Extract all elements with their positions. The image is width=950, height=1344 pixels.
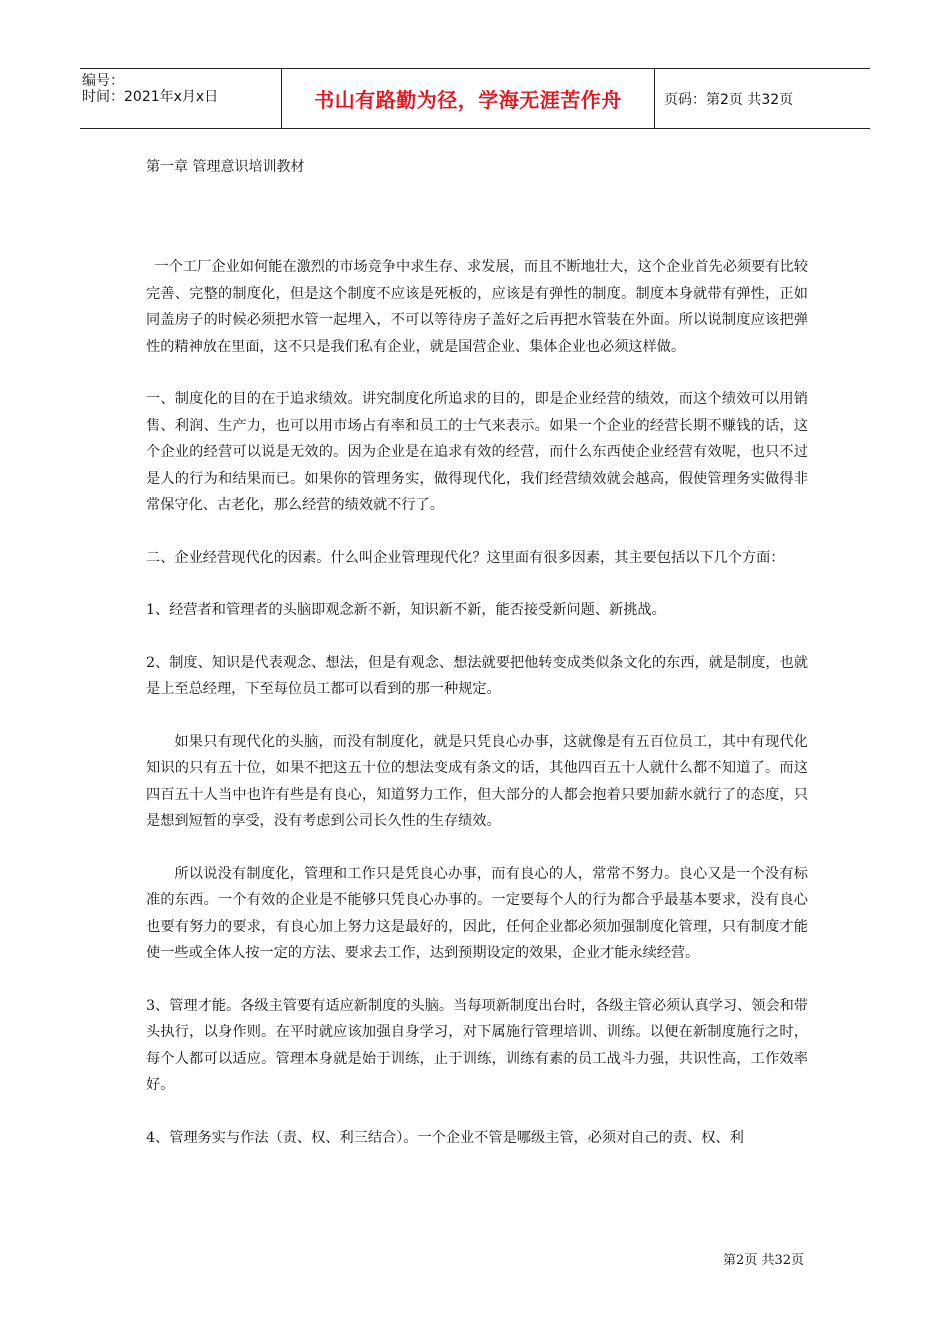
paragraph-explanation-2: 所以说没有制度化，管理和工作只是凭良心办事，而有良心的人，常常不努力。良心又是一个没有标准的东西。一个有效的企业是不能够只凭良心办事的。一定要每个人的行为都合乎最基本要求，没有良心也要有努力的要求，有良心加上努力这是最好的，因此，任何企业都必须加强制度化管理，只有制度才能使一些或全体人按一定的方法、要求去工作，达到预期设定的效果，企业才能永续经营。 bbox=[146, 865, 808, 961]
header-table bbox=[80, 68, 870, 129]
paragraph-item-1: 1、经营者和管理者的头脑即观念新不新，知识新不新，能否接受新问题、新挑战。 bbox=[146, 602, 666, 618]
paragraph-item-4: 4、管理务实与作法（责、权、利三结合）。一个企业不管是哪级主管，必须对自己的责、权、利 bbox=[146, 1129, 744, 1146]
page-footer: 第2页 共32页 bbox=[723, 1253, 804, 1268]
chapter-title: 第一章 管理意识培训教材 bbox=[146, 159, 305, 175]
paragraph-intro: 一个工厂企业如何能在激烈的市场竞争中求生存、求发展，而且不断地壮大，这个企业首先必须要有比较完善、完整的制度化，但是这个制度不应该是死板的，应该是有弹性的制度。制度本身就带有弹性，正如同盖房子的时候必须把水管一起埋入，不可以等待房子盖好之后再把水管装在外面。所以说制度应该把弹性的精神放在里面，这不只是我们私有企业，就是国营企业、集体企业也必须这样做。 bbox=[146, 259, 808, 355]
paragraph-section-2: 二、企业经营现代化的因素。什么叫企业管理现代化？这里面有很多因素，其主要包括以下几个方面： bbox=[146, 549, 785, 566]
paragraph-item-2: 2、制度、知识是代表观念、想法，但是有观念、想法就要把他转变成类似条文化的东西，就是制度，也就是上至总经理，下至每位员工都可以看到的那一种规定。 bbox=[146, 654, 808, 697]
paragraph-explanation-1: 如果只有现代化的头脑，而没有制度化，就是只凭良心办事，这就像是有五百位员工，其中有现代化知识的只有五十位，如果不把这五十位的想法变成有条文的话，其他四百五十人就什么都不知道了。而这四百五十人当中也许有些是有良心，知道努力工作，但大部分的人都会抱着只要加薪水就行了的态度，只是想到短暂的享受，没有考虑到公司长久性的生存绩效。 bbox=[146, 733, 808, 829]
header-meta bbox=[80, 69, 282, 128]
paragraph-section-1: 一、制度化的目的在于追求绩效。讲究制度化所追求的目的，即是企业经营的绩效，而这个绩效可以用销售、利润、生产力，也可以用市场占有率和员工的士气来表示。如果一个企业的经营长期不赚钱的话，这个企业的经营可以说是无效的。因为企业是在追求有效的经营，而什么东西使企业经营有效呢，也只不过是人的行为和结果而已。如果你的管理务实，做得现代化，我们经营绩效就会越高，假使管理务实做得非常保守化、古老化，那么经营的绩效就不行了。 bbox=[146, 391, 808, 513]
paragraph-item-3: 3、管理才能。各级主管要有适应新制度的头脑。当每项新制度出台时，各级主管必须认真学习、领会和带头执行，以身作则。在平时就应该加强自身学习，对下属施行管理培训、训练。以便在新制度施行之时，每个人都可以适应。管理本身就是始于训练，止于训练，训练有素的员工战斗力强，共识性高，工作效率好。 bbox=[146, 997, 808, 1093]
document-body bbox=[146, 254, 808, 1177]
document-time-label: 时间：2021年x月x日 bbox=[82, 89, 219, 105]
header-motto: 书山有路勤为径，学海无涯苦作舟 bbox=[282, 69, 655, 128]
header-page-info: 页码：第2页 共32页 bbox=[664, 91, 794, 108]
document-number-label: 编号： bbox=[82, 73, 124, 89]
